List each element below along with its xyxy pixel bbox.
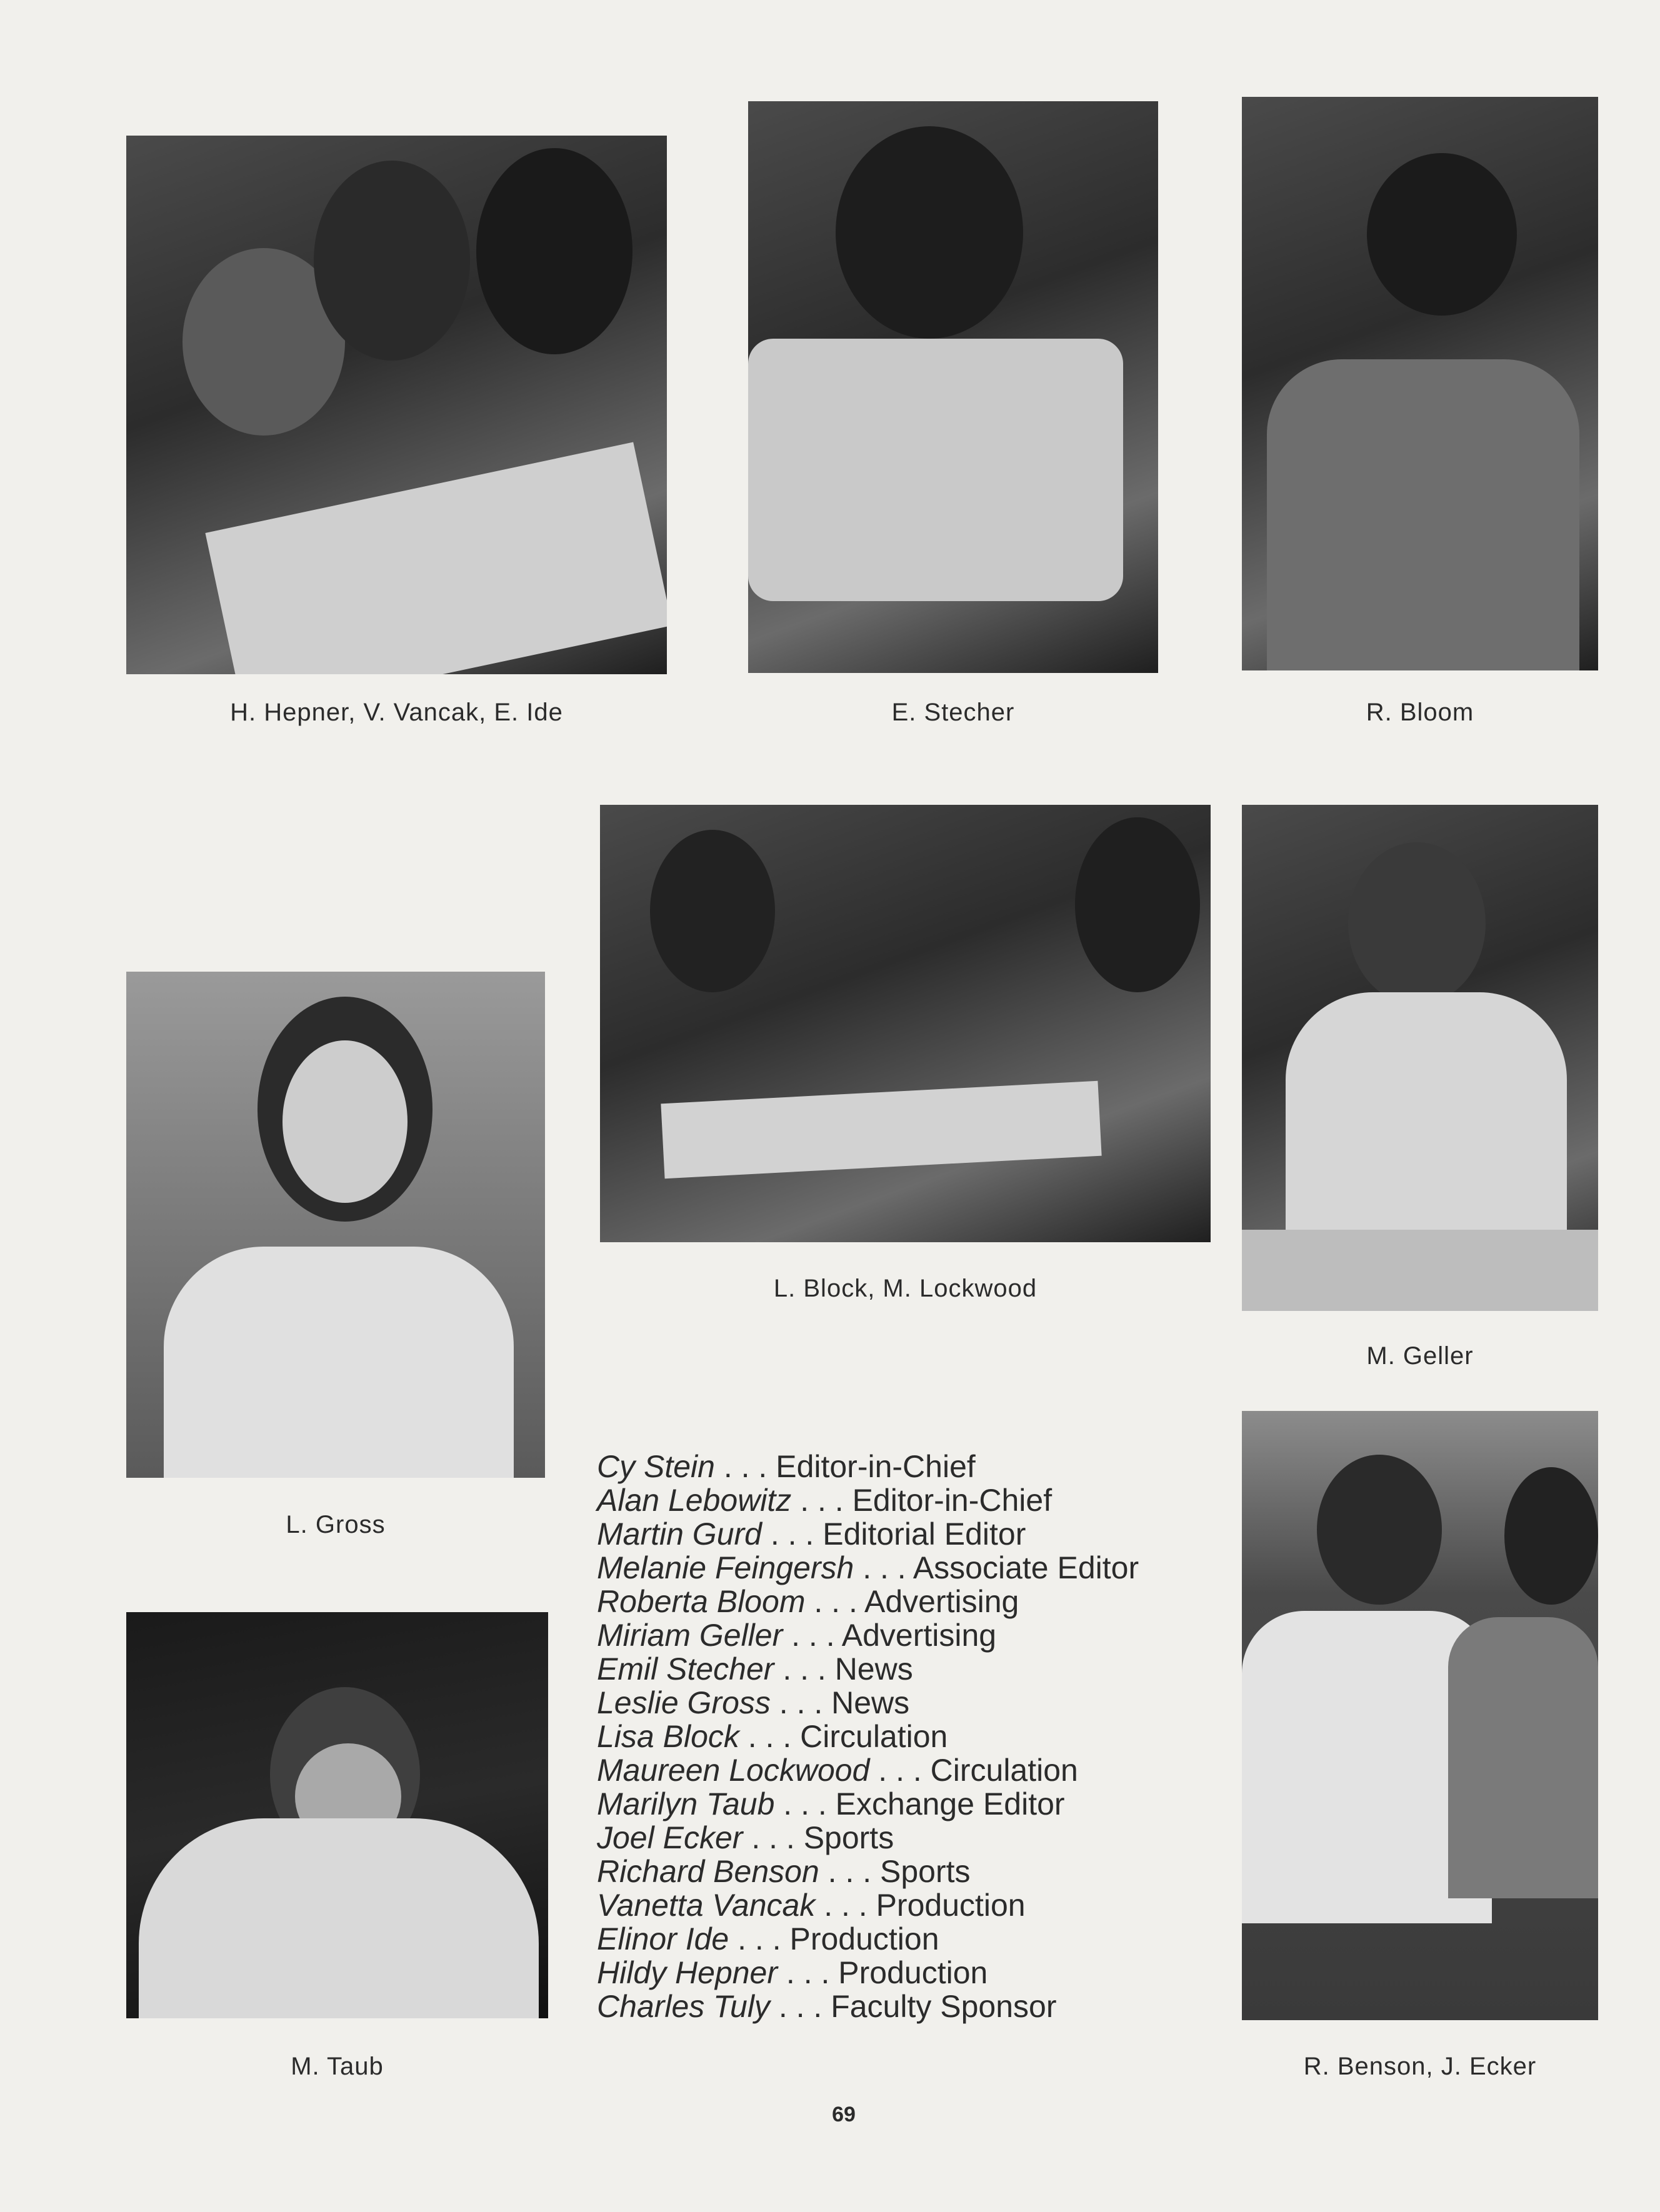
staff-separator: . . .	[769, 1989, 831, 2024]
staff-name: Cy Stein	[597, 1449, 715, 1484]
staff-entry	[597, 1517, 1259, 1551]
staff-separator: . . .	[739, 1719, 801, 1754]
page-number: 69	[832, 2103, 856, 2126]
staff-name: Maureen Lockwood	[597, 1753, 870, 1788]
staff-role: Circulation	[800, 1719, 948, 1754]
staff-entry	[597, 1686, 1259, 1720]
staff-entry	[597, 1450, 1259, 1483]
staff-role: Editor-in-Chief	[776, 1449, 976, 1484]
staff-role: Sports	[803, 1820, 894, 1855]
photo-block-lockwood	[600, 805, 1211, 1242]
staff-entry	[597, 1922, 1259, 1956]
photo-caption: M. Taub	[291, 2053, 384, 2080]
staff-name: Lisa Block	[597, 1719, 739, 1754]
staff-name: Roberta Bloom	[597, 1584, 806, 1619]
staff-name: Leslie Gross	[597, 1685, 771, 1720]
staff-role: Production	[789, 1921, 939, 1956]
staff-separator: . . .	[805, 1584, 864, 1619]
staff-role: Exchange Editor	[835, 1786, 1065, 1821]
staff-separator: . . .	[714, 1449, 776, 1484]
photo-caption: R. Bloom	[1366, 699, 1474, 726]
staff-name: Alan Lebowitz	[597, 1483, 792, 1518]
photo-hepner-vancak-ide	[126, 136, 667, 674]
staff-name: Charles Tuly	[597, 1989, 770, 2024]
staff-separator: . . .	[819, 1854, 881, 1889]
staff-entry	[597, 1618, 1259, 1652]
staff-role: Circulation	[930, 1753, 1078, 1788]
photo-caption: M. Geller	[1366, 1342, 1474, 1370]
staff-entry	[597, 1551, 1259, 1585]
photo-caption: L. Block, M. Lockwood	[773, 1275, 1038, 1302]
staff-name: Joel Ecker	[597, 1820, 743, 1855]
staff-role: Advertising	[841, 1618, 997, 1653]
staff-name: Melanie Feingersh	[597, 1550, 854, 1585]
photo-taub	[126, 1612, 548, 2018]
staff-separator: . . .	[815, 1888, 876, 1923]
staff-name: Elinor Ide	[597, 1921, 729, 1956]
photo-gross	[126, 972, 545, 1478]
staff-entry	[597, 1720, 1259, 1753]
staff-role: Advertising	[864, 1584, 1019, 1619]
photo-stecher	[748, 101, 1158, 673]
staff-name: Hildy Hepner	[597, 1955, 778, 1990]
staff-entry	[597, 1855, 1259, 1888]
staff-entry	[597, 1990, 1259, 2023]
staff-separator: . . .	[791, 1483, 852, 1518]
staff-name: Martin Gurd	[597, 1517, 762, 1552]
staff-separator: . . .	[761, 1517, 823, 1552]
staff-entry	[597, 1652, 1259, 1686]
staff-separator: . . .	[729, 1921, 790, 1956]
staff-entry	[597, 1483, 1259, 1517]
staff-role: News	[831, 1685, 910, 1720]
staff-name: Richard Benson	[597, 1854, 819, 1889]
staff-name: Marilyn Taub	[597, 1786, 775, 1821]
staff-entry	[597, 1585, 1259, 1618]
staff-role: Production	[876, 1888, 1026, 1923]
staff-entry	[597, 1888, 1259, 1922]
photo-caption: H. Hepner, V. Vancak, E. Ide	[230, 699, 563, 726]
staff-separator: . . .	[742, 1820, 804, 1855]
staff-role: Editorial Editor	[822, 1517, 1026, 1552]
staff-entry	[597, 1753, 1259, 1787]
staff-entry	[597, 1956, 1259, 1990]
staff-role: Editor-in-Chief	[852, 1483, 1052, 1518]
staff-separator: . . .	[854, 1550, 913, 1585]
staff-separator: . . .	[770, 1685, 832, 1720]
photo-geller	[1242, 805, 1598, 1311]
staff-role: Faculty Sponsor	[831, 1989, 1057, 2024]
staff-name: Miriam Geller	[597, 1618, 783, 1653]
staff-name: Vanetta Vancak	[597, 1888, 816, 1923]
staff-separator: . . .	[778, 1955, 839, 1990]
staff-entry	[597, 1821, 1259, 1855]
staff-entry	[597, 1787, 1259, 1821]
staff-role: Production	[838, 1955, 988, 1990]
staff-role: News	[834, 1652, 913, 1686]
staff-list	[597, 1450, 1259, 2023]
photo-bloom	[1242, 97, 1598, 670]
photo-caption: L. Gross	[286, 1511, 386, 1538]
photo-caption: E. Stecher	[891, 699, 1015, 726]
staff-separator: . . .	[782, 1618, 842, 1653]
staff-name: Emil Stecher	[597, 1652, 774, 1686]
staff-role: Associate Editor	[912, 1550, 1139, 1585]
photo-benson-ecker	[1242, 1411, 1598, 2020]
photo-caption: R. Benson, J. Ecker	[1303, 2053, 1537, 2080]
staff-separator: . . .	[774, 1786, 836, 1821]
staff-separator: . . .	[774, 1652, 835, 1686]
staff-separator: . . .	[869, 1753, 931, 1788]
staff-role: Sports	[880, 1854, 971, 1889]
